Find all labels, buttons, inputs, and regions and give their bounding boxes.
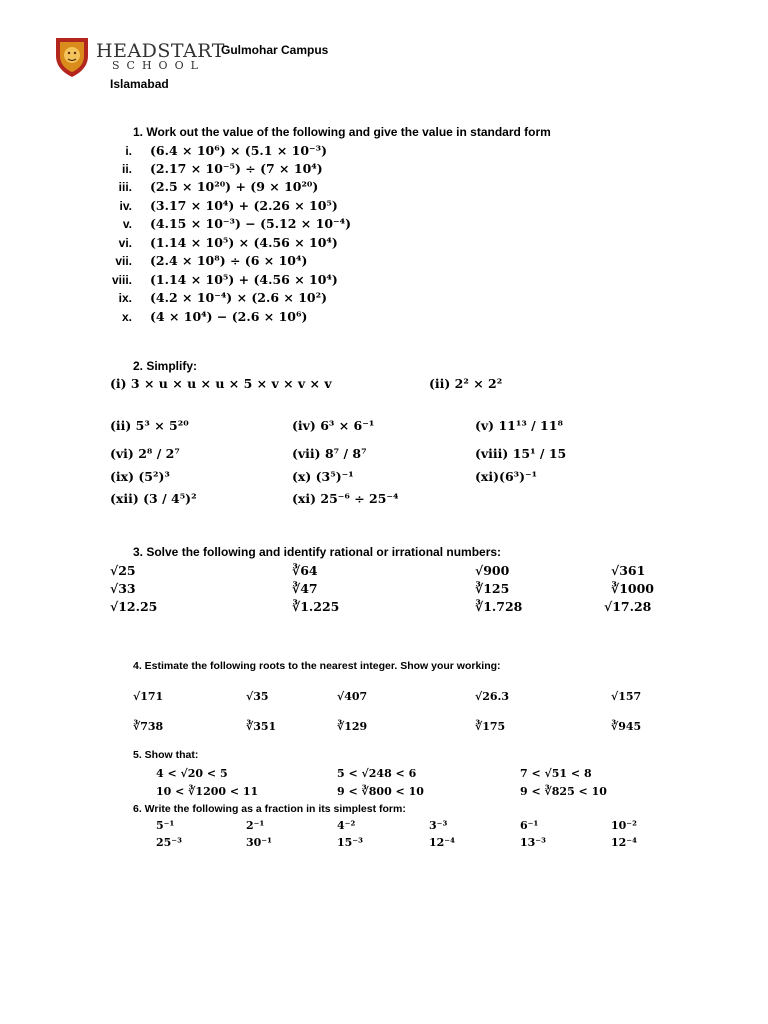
power-expression: 6⁻¹ bbox=[520, 819, 539, 832]
power-expression: 30⁻¹ bbox=[246, 836, 272, 849]
q3-title: 3. Solve the following and identify rational or irrational numbers: bbox=[133, 545, 502, 559]
power-expression: 13⁻³ bbox=[520, 836, 546, 849]
q1-item bbox=[104, 289, 327, 307]
power-expression: 2⁻¹ bbox=[246, 819, 265, 832]
root-expression: √157 bbox=[611, 690, 642, 703]
power-expression: 12⁻⁴ bbox=[429, 836, 455, 849]
expression: (4 × 10⁴) − (2.6 × 10⁶) bbox=[150, 309, 308, 324]
q1-item bbox=[104, 160, 323, 178]
power-expression: 12⁻⁴ bbox=[611, 836, 637, 849]
inequality: 9 < ∛825 < 10 bbox=[520, 785, 607, 798]
root-expression: √361 bbox=[611, 563, 646, 578]
q2-item: (xii) (3 / 4⁵)² bbox=[110, 491, 197, 506]
root-expression: √25 bbox=[110, 563, 136, 578]
root-expression: √407 bbox=[337, 690, 368, 703]
logo-sub: SCHOOL bbox=[112, 59, 205, 72]
item-number: v. bbox=[122, 217, 132, 231]
q2-title: 2. Simplify: bbox=[133, 359, 198, 373]
expression: (4.15 × 10⁻³) − (5.12 × 10⁻⁴) bbox=[150, 216, 352, 231]
root-expression: √900 bbox=[475, 563, 510, 578]
q1-item bbox=[104, 271, 338, 289]
q2-item: (vi) 2⁸ / 2⁷ bbox=[110, 446, 180, 461]
q4-title: 4. Estimate the following roots to the nearest integer. Show your working: bbox=[133, 660, 501, 672]
root-expression: ∛351 bbox=[246, 720, 277, 733]
q2-item: (x) (3⁵)⁻¹ bbox=[292, 469, 354, 484]
logo-name: HEADSTART bbox=[96, 40, 225, 62]
q2-item: (vii) 8⁷ / 8⁷ bbox=[292, 446, 367, 461]
expression: (4.2 × 10⁻⁴) × (2.6 × 10²) bbox=[150, 290, 328, 305]
root-expression: ∛47 bbox=[292, 581, 318, 596]
city-name: Islamabad bbox=[110, 77, 169, 91]
q1-item bbox=[104, 252, 307, 270]
q1-item bbox=[104, 197, 338, 215]
q6-title: 6. Write the following as a fraction in its simplest form: bbox=[133, 803, 406, 815]
root-expression: ∛945 bbox=[611, 720, 642, 733]
q5-title: 5. Show that: bbox=[133, 749, 199, 761]
expression: (2.5 × 10²⁰) + (9 × 10²⁰) bbox=[150, 179, 319, 194]
item-number: x. bbox=[121, 310, 132, 324]
root-expression: ∛175 bbox=[475, 720, 506, 733]
expression: (3.17 × 10⁴) + (2.26 × 10⁵) bbox=[150, 198, 338, 213]
inequality: 9 < ∛800 < 10 bbox=[337, 785, 424, 798]
q2-item: (viii) 15¹ / 15 bbox=[475, 446, 567, 461]
inequality: 5 < √248 < 6 bbox=[337, 767, 417, 780]
item-number: vii. bbox=[115, 254, 132, 268]
item-number: iii. bbox=[118, 180, 132, 194]
root-expression: √33 bbox=[110, 581, 136, 596]
item-number: i. bbox=[125, 144, 132, 158]
q1-title: 1. Work out the value of the following and give the value in standard form bbox=[133, 125, 551, 139]
item-number: ii. bbox=[121, 162, 132, 176]
expression: (2.17 × 10⁻⁵) ÷ (7 × 10⁴) bbox=[150, 161, 323, 176]
item-number: viii. bbox=[111, 273, 132, 287]
q2-item: (ii) 2² × 2² bbox=[429, 376, 503, 391]
q1-item bbox=[104, 142, 327, 160]
q2-item: (xi) 25⁻⁶ ÷ 25⁻⁴ bbox=[292, 491, 399, 506]
item-number: ix. bbox=[118, 291, 132, 305]
root-expression: ∛1000 bbox=[611, 581, 655, 596]
q2-item: (xi)(6³)⁻¹ bbox=[475, 469, 538, 484]
root-expression: √17.28 bbox=[604, 599, 652, 614]
power-expression: 3⁻³ bbox=[429, 819, 448, 832]
root-expression: ∛64 bbox=[292, 563, 318, 578]
lion-shield-icon bbox=[52, 34, 92, 78]
inequality: 7 < √51 < 8 bbox=[520, 767, 592, 780]
expression: (2.4 × 10⁸) ÷ (6 × 10⁴) bbox=[150, 253, 308, 268]
root-expression: √171 bbox=[133, 690, 164, 703]
q1-item bbox=[104, 234, 338, 252]
root-expression: ∛1.225 bbox=[292, 599, 340, 614]
root-expression: ∛1.728 bbox=[475, 599, 523, 614]
expression: (6.4 × 10⁶) × (5.1 × 10⁻³) bbox=[150, 143, 328, 158]
power-expression: 15⁻³ bbox=[337, 836, 363, 849]
root-expression: ∛125 bbox=[475, 581, 510, 596]
root-expression: √26.3 bbox=[475, 690, 510, 703]
power-expression: 10⁻² bbox=[611, 819, 637, 832]
root-expression: √35 bbox=[246, 690, 269, 703]
root-expression: ∛129 bbox=[337, 720, 368, 733]
root-expression: ∛738 bbox=[133, 720, 164, 733]
q2-item: (ii) 5³ × 5²⁰ bbox=[110, 418, 189, 433]
school-logo bbox=[52, 34, 225, 78]
item-number: vi. bbox=[118, 236, 132, 250]
root-expression: √12.25 bbox=[110, 599, 158, 614]
power-expression: 25⁻³ bbox=[156, 836, 182, 849]
item-number: iv. bbox=[119, 199, 132, 213]
inequality: 10 < ∛1200 < 11 bbox=[156, 785, 259, 798]
expression: (1.14 × 10⁵) × (4.56 × 10⁴) bbox=[150, 235, 338, 250]
inequality: 4 < √20 < 5 bbox=[156, 767, 228, 780]
q2-item: (ix) (5²)³ bbox=[110, 469, 170, 484]
q2-item: (v) 11¹³ / 11⁸ bbox=[475, 418, 563, 433]
power-expression: 5⁻¹ bbox=[156, 819, 175, 832]
q1-item bbox=[104, 215, 351, 233]
power-expression: 4⁻² bbox=[337, 819, 356, 832]
campus-name: Gulmohar Campus bbox=[221, 43, 329, 57]
expression: (1.14 × 10⁵) + (4.56 × 10⁴) bbox=[150, 272, 338, 287]
q2-item: (iv) 6³ × 6⁻¹ bbox=[292, 418, 375, 433]
q2-item: (i) 3 × u × u × u × 5 × v × v × v bbox=[110, 376, 332, 391]
q1-item bbox=[104, 308, 307, 326]
q1-item bbox=[104, 178, 318, 196]
